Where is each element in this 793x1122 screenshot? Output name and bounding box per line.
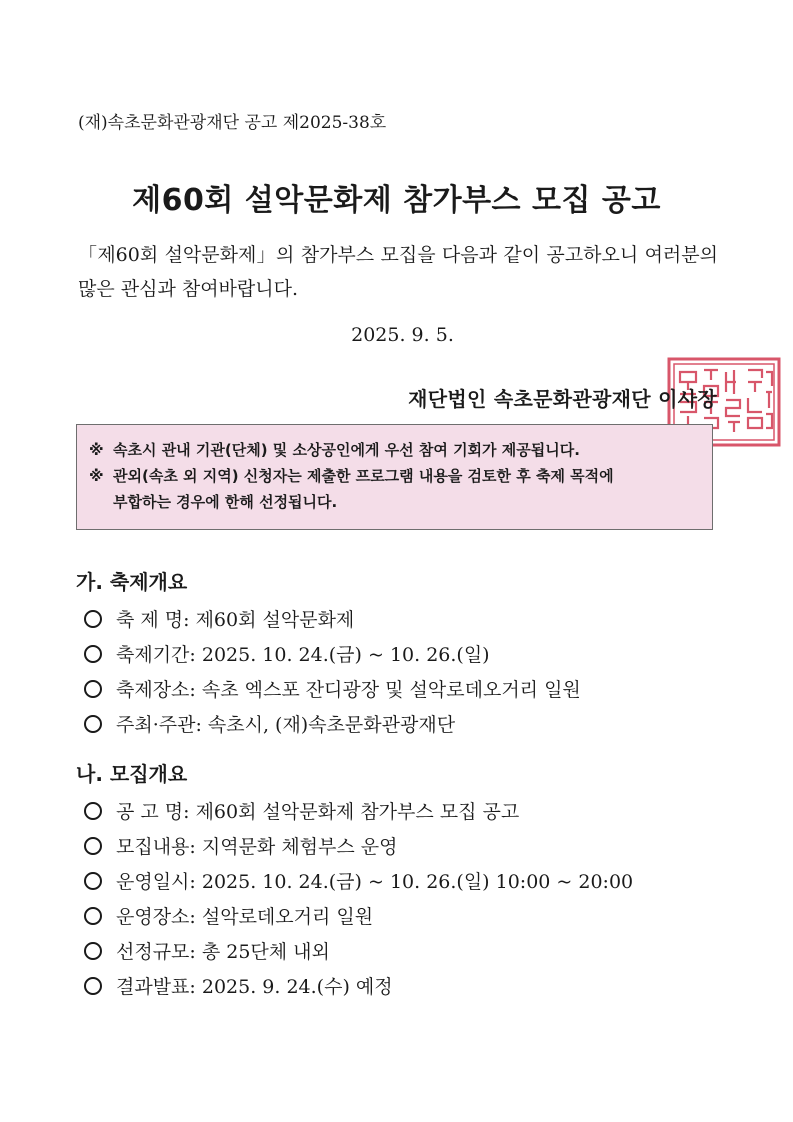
- bullet-circle-icon: [84, 977, 102, 995]
- notice-box: [76, 424, 713, 530]
- list-item: 주최·주관: 속초시, (재)속초문화관광재단: [76, 706, 581, 741]
- note-line-1: [89, 437, 700, 463]
- bullet-circle-icon: [84, 907, 102, 925]
- bullet-circle-icon: [84, 715, 102, 733]
- bullet-circle-icon: [84, 942, 102, 960]
- issuer-name: 재단법인 속초문화관광재단 이사장: [408, 387, 717, 411]
- list-item: 축제기간: 2025. 10. 24.(금) ~ 10. 26.(일): [76, 636, 581, 671]
- note-line-2: [89, 463, 700, 489]
- reference-mark-icon: ※: [89, 467, 104, 485]
- list-item: 축제장소: 속초 엑스포 잔디광장 및 설악로데오거리 일원: [76, 671, 581, 706]
- page-title: 제60회 설악문화제 참가부스 모집 공고: [132, 183, 661, 218]
- bullet-circle-icon: [84, 872, 102, 890]
- section-festival-overview: [76, 566, 581, 741]
- bullet-circle-icon: [84, 837, 102, 855]
- list-item: 모집내용: 지역문화 체험부스 운영: [76, 828, 633, 863]
- section-title: 가. 축제개요: [76, 570, 188, 594]
- list-item: 결과발표: 2025. 9. 24.(수) 예정: [76, 968, 633, 1003]
- note-text: 관외(속초 외 지역) 신청자는 제출한 프로그램 내용을 검토한 후 축제 목적에: [113, 467, 614, 485]
- section-recruitment-overview: [76, 758, 633, 1003]
- intro-paragraph: 「제60회 설악문화제」의 참가부스 모집을 다음과 같이 공고하오니 여러분의 많은 관심과 참여바랍니다.: [78, 244, 718, 300]
- reference-mark-icon: ※: [89, 441, 104, 459]
- list-item: 선정규모: 총 25단체 내외: [76, 933, 633, 968]
- list-item: 운영일시: 2025. 10. 24.(금) ~ 10. 26.(일) 10:00 ~ 20:00: [76, 863, 633, 898]
- notice-number: (재)속초문화관광재단 공고 제2025-38호: [78, 113, 387, 133]
- bullet-circle-icon: [84, 802, 102, 820]
- list-item: 공 고 명: 제60회 설악문화제 참가부스 모집 공고: [76, 793, 633, 828]
- list-item: 축 제 명: 제60회 설악문화제: [76, 601, 581, 636]
- note-text: 속초시 관내 기관(단체) 및 소상공인에게 우선 참여 기회가 제공됩니다.: [113, 441, 580, 459]
- list-item: 운영장소: 설악로데오거리 일원: [76, 898, 633, 933]
- bullet-circle-icon: [84, 610, 102, 628]
- notice-date: 2025. 9. 5.: [351, 324, 454, 346]
- bullet-circle-icon: [84, 680, 102, 698]
- note-line-3: 부합하는 경우에 한해 선정됩니다.: [113, 493, 338, 511]
- bullet-circle-icon: [84, 645, 102, 663]
- section-title: 나. 모집개요: [76, 762, 188, 786]
